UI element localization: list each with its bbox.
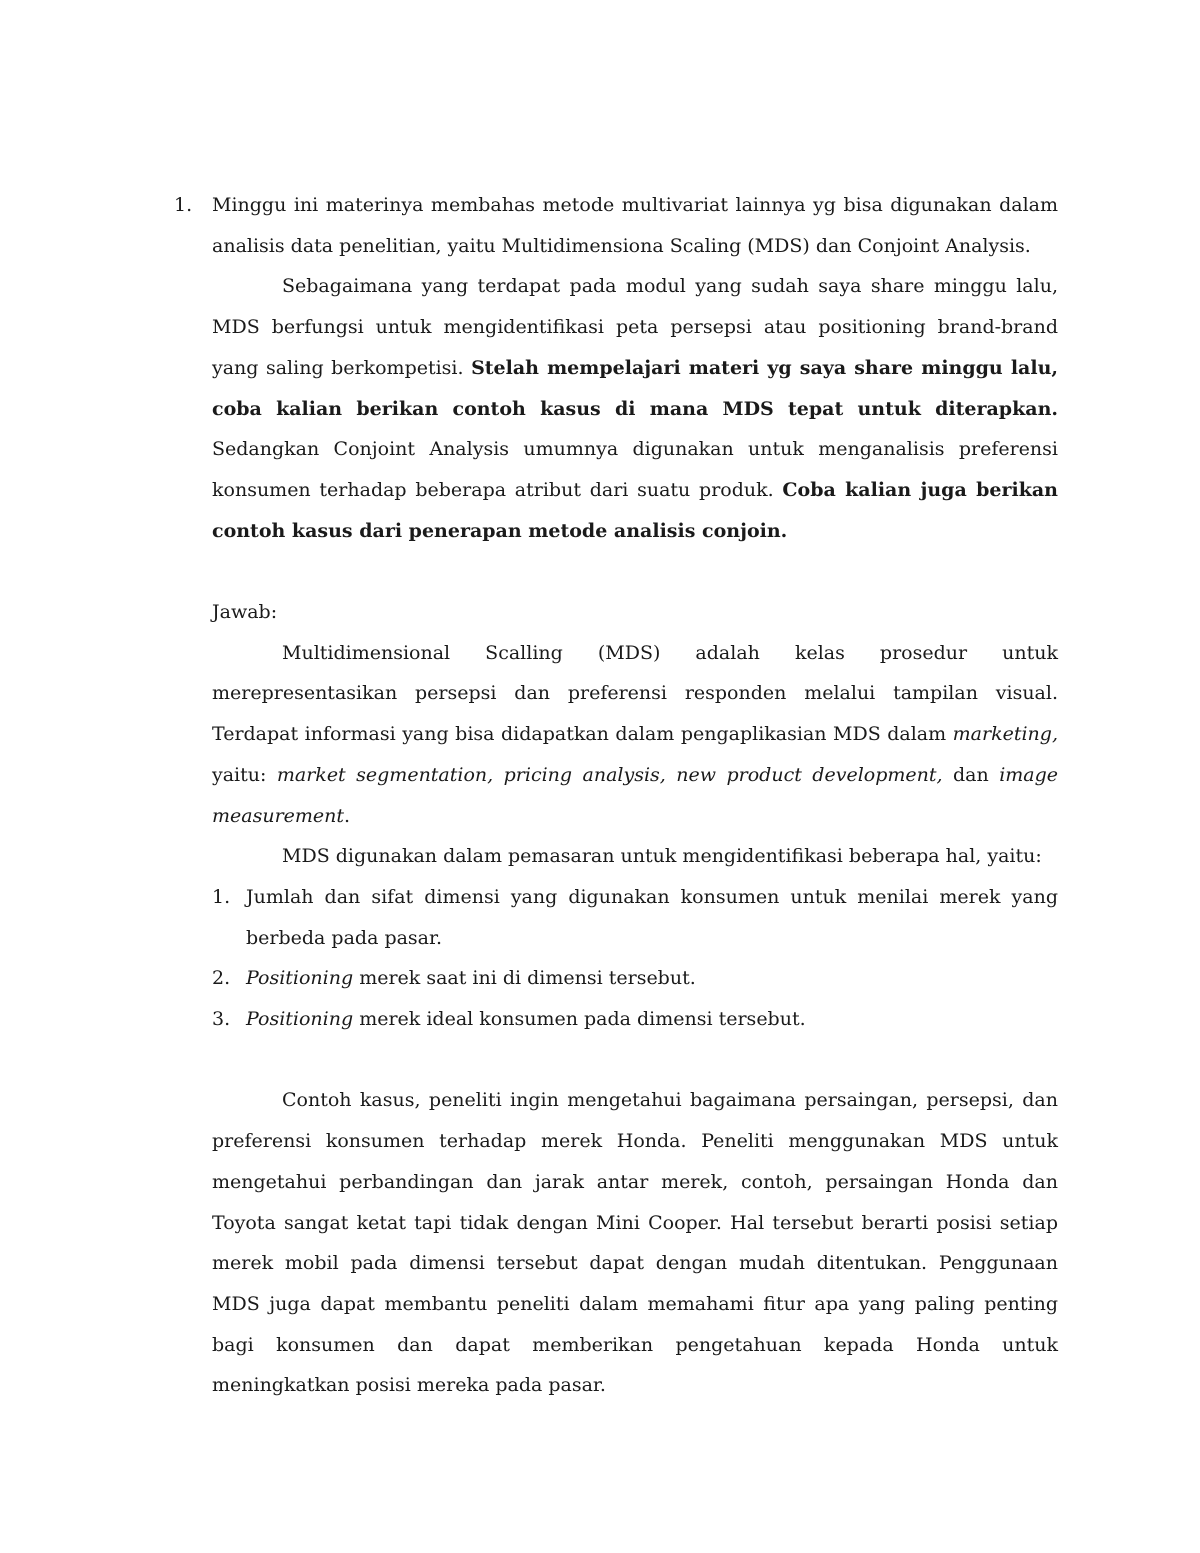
answer-text: Multidimensional Scalling (MDS) adalah kelas prosedur untuk merepresentasikan persepsi dan preferensi responden melalui tampilan visual. Terdapat informasi yang bisa didapatkan dalam pengaplikasian MDS dalam	[212, 641, 1058, 746]
list-item-number: 1.	[212, 885, 231, 908]
question-number: 1.	[174, 194, 193, 216]
answer-text: .	[344, 804, 351, 827]
list-item-text: merek ideal konsumen pada dimensi tersebut.	[353, 1008, 806, 1031]
document-body	[212, 185, 1058, 1406]
question-paragraph	[212, 266, 1058, 551]
answer-paragraph-1	[212, 633, 1058, 837]
list-item-italic: Positioning	[246, 967, 354, 990]
spacer	[212, 551, 1058, 592]
mds-uses-list	[212, 877, 1058, 1040]
list-item-number: 3.	[212, 1008, 231, 1031]
answer-text: yaitu:	[212, 763, 277, 786]
answer-italic-uses: market segmentation, pricing analysis, new product development,	[276, 763, 943, 786]
question-intro: Minggu ini materinya membahas metode multivariat lainnya yg bisa digunakan dalam analisis data penelitian, yaitu Multidimensiona Scaling (MDS) dan Conjoint Analysis.	[212, 194, 1058, 257]
list-item-text: merek saat ini di dimensi tersebut.	[353, 967, 696, 990]
answer-text: dan	[942, 763, 1000, 786]
list-item	[212, 999, 1058, 1040]
question-text-a: Sebagaimana yang terdapat pada modul yang sudah saya share minggu lalu, MDS berfungsi untuk mengidentifikasi peta persepsi atau positioning brand-brand yang saling berkompetisi.	[212, 275, 1058, 379]
answer-case-example: Contoh kasus, peneliti ingin mengetahui bagaimana persaingan, persepsi, dan preferensi konsumen terhadap merek Honda. Peneliti menggunakan MDS untuk mengetahui perbandingan dan jarak antar merek, contoh, persaingan Honda dan Toyota sangat ketat tapi tidak dengan Mini Cooper. Hal tersebut berarti posisi setiap merek mobil pada dimensi tersebut dapat dengan mudah ditentukan. Penggunaan MDS juga dapat membantu peneliti dalam memahami fitur apa yang paling penting bagi konsumen dan dapat memberikan pengetahuan kepada Honda untuk meningkatkan posisi mereka pada pasar.	[212, 1089, 1058, 1397]
spacer	[212, 1040, 1058, 1081]
answer-paragraph-2: MDS digunakan dalam pemasaran untuk mengidentifikasi beberapa hal, yaitu:	[282, 845, 1042, 868]
list-item	[212, 958, 1058, 999]
question-task-mds: Stelah mempelajari materi yg saya share minggu lalu, coba kalian berikan contoh kasus di mana MDS tepat untuk diterapkan.	[212, 356, 1058, 420]
list-item-italic: Positioning	[246, 1008, 354, 1031]
answer-italic-image: image measurement	[212, 763, 1059, 827]
list-item	[212, 877, 1058, 958]
question-text-c: Sedangkan Conjoint Analysis umumnya digunakan untuk menganalisis preferensi konsumen terhadap beberapa atribut dari suatu produk.	[212, 438, 1058, 501]
question-task-conjoint: Coba kalian juga berikan contoh kasus dari penerapan metode analisis conjoin.	[212, 478, 1058, 542]
list-item-number: 2.	[212, 967, 231, 990]
answer-italic-marketing: marketing,	[952, 723, 1058, 746]
list-item-text: Jumlah dan sifat dimensi yang digunakan konsumen untuk menilai merek yang berbeda pada pasar.	[246, 885, 1058, 949]
answer-label: Jawab:	[212, 601, 278, 624]
